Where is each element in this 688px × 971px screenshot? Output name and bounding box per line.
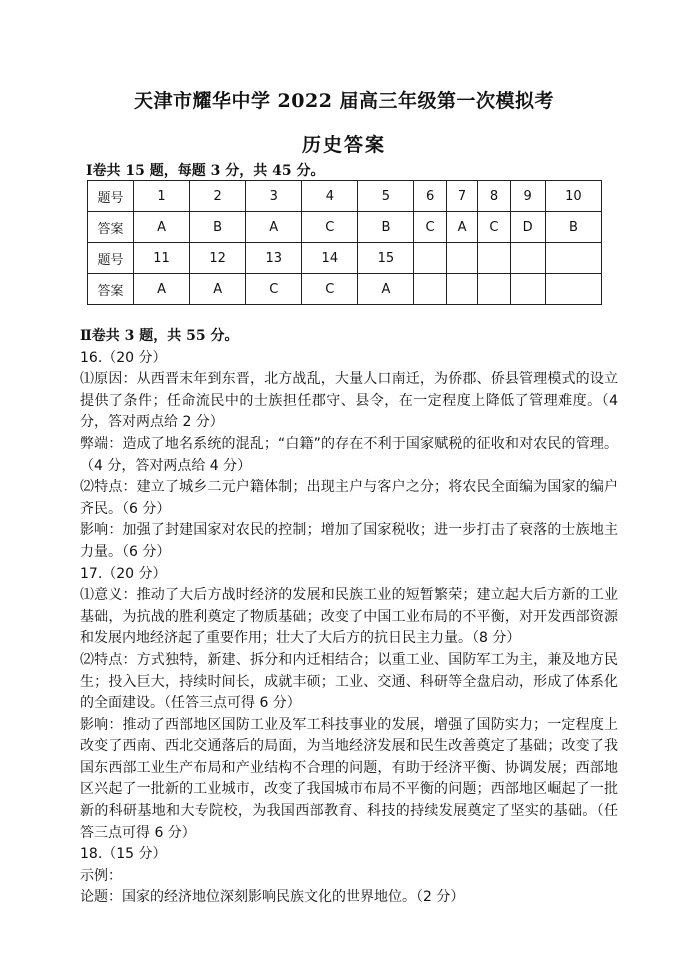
table-row bbox=[88, 243, 602, 274]
table-cell: A bbox=[190, 274, 246, 305]
answer-paragraph: 示例： bbox=[80, 867, 122, 884]
table-cell: 1 bbox=[134, 181, 190, 212]
table-cell bbox=[478, 274, 510, 305]
table-cell bbox=[414, 274, 446, 305]
table-cell: C bbox=[414, 212, 446, 243]
answer-paragraph: ⑵特点：建立了城乡二元户籍体制；出现主户与客户之分；将农民全面编为国家的编户齐民。（6 分） bbox=[80, 479, 618, 517]
table-cell: 3 bbox=[246, 181, 302, 212]
table-cell bbox=[510, 243, 545, 274]
table-cell: 8 bbox=[478, 181, 510, 212]
section-2 bbox=[80, 326, 618, 909]
table-cell: 14 bbox=[302, 243, 358, 274]
table-cell: 13 bbox=[246, 243, 302, 274]
table-cell: D bbox=[510, 212, 545, 243]
table-cell: C bbox=[246, 274, 302, 305]
table-cell bbox=[545, 243, 601, 274]
answer-paragraph: 16.（20 分） bbox=[80, 349, 167, 366]
table-cell: 15 bbox=[358, 243, 414, 274]
table-cell bbox=[545, 274, 601, 305]
table-row bbox=[88, 274, 602, 305]
table-cell: 12 bbox=[190, 243, 246, 274]
section-2-heading: Ⅱ卷共 3 题，共 55 分。 bbox=[80, 328, 239, 344]
answer-paragraph: 弊端：造成了地名系统的混乱；“白籍”的存在不利于国家赋税的征收和对农民的管理。（4 分，答对两点给 4 分） bbox=[80, 435, 618, 474]
answer-paragraph: 影响：推动了西部地区国防工业及军工科技事业的发展，增强了国防实力；一定程度上改变了西南、西北交通落后的局面，为当地经济发展和民生改善奠定了基础；改变了我国东西部工业生产布局和产业结构不合理的问题，有助于经济平衡、协调发展；西部地区兴起了一批新的工业城市，改变了我国城市布局不平衡的问题；西部地区崛起了一批新的科研基地和大专院校，为我国西部教育、科技的持续发展奠定了坚实的基础。（任答三点可得 6 分） bbox=[80, 716, 618, 841]
table-cell: A bbox=[446, 212, 478, 243]
answer-paragraph: ⑵特点：方式独特，新建、拆分和内迁相结合；以重工业、国防军工为主，兼及地方民生；投入巨大，持续时间长，成就丰硕；工业、交通、科研等全盘启动，形成了体系化的全面建设。（任答三点可得 6 分） bbox=[80, 651, 618, 712]
table-cell: C bbox=[302, 212, 358, 243]
row-label: 题号 bbox=[88, 243, 134, 274]
table-cell bbox=[446, 243, 478, 274]
answer-paragraph: 18.（15 分） bbox=[80, 846, 167, 863]
row-label: 题号 bbox=[88, 181, 134, 212]
table-cell: A bbox=[246, 212, 302, 243]
document-subtitle: 历史答案 bbox=[301, 134, 386, 156]
table-cell: C bbox=[302, 274, 358, 305]
table-row bbox=[88, 181, 602, 212]
table-cell: 2 bbox=[190, 181, 246, 212]
table-cell: A bbox=[358, 274, 414, 305]
table-cell: B bbox=[358, 212, 414, 243]
table-cell bbox=[414, 243, 446, 274]
table-cell: B bbox=[545, 212, 601, 243]
table-cell: 6 bbox=[414, 181, 446, 212]
table-row bbox=[88, 212, 602, 243]
row-label: 答案 bbox=[88, 212, 134, 243]
table-cell bbox=[446, 274, 478, 305]
document-title: 天津市耀华中学 2022 届高三年级第一次模拟考 bbox=[133, 90, 555, 112]
answer-paragraph: ⑴原因：从西晋末年到东晋，北方战乱，大量人口南迁，为侨郡、侨县管理模式的设立提供了条件；任命流民中的士族担任郡守、县令，在一定程度上降低了管理难度。（4 分，答对两点给 2 分） bbox=[80, 371, 618, 431]
table-cell: A bbox=[134, 212, 190, 243]
row-label: 答案 bbox=[88, 274, 134, 305]
table-cell bbox=[478, 243, 510, 274]
answer-paragraph: 影响：加强了封建国家对农民的控制；增加了国家税收；进一步打击了衰落的士族地主力量。（6 分） bbox=[80, 522, 618, 560]
answer-paragraph: 17.（20 分） bbox=[80, 565, 167, 582]
table-cell: 7 bbox=[446, 181, 478, 212]
answer-paragraph: ⑴意义：推动了大后方战时经济的发展和民族工业的短暂繁荣；建立起大后方新的工业基础，为抗战的胜利奠定了物质基础；改变了中国工业布局的不平衡，对开发西部资源和发展内地经济起了重要作用；壮大了大后方的抗日民主力量。（8 分） bbox=[80, 587, 618, 647]
answer-table bbox=[87, 180, 602, 305]
section-1-heading: Ⅰ卷共 15 题，每题 3 分，共 45 分。 bbox=[86, 163, 325, 179]
answer-paragraph: 论题：国家的经济地位深刻影响民族文化的世界地位。（2 分） bbox=[80, 889, 465, 906]
table-cell: B bbox=[190, 212, 246, 243]
table-cell: 10 bbox=[545, 181, 601, 212]
table-cell: 11 bbox=[134, 243, 190, 274]
table-cell: 5 bbox=[358, 181, 414, 212]
table-cell: C bbox=[478, 212, 510, 243]
table-cell: A bbox=[134, 274, 190, 305]
table-cell: 4 bbox=[302, 181, 358, 212]
table-cell bbox=[510, 274, 545, 305]
table-cell: 9 bbox=[510, 181, 545, 212]
